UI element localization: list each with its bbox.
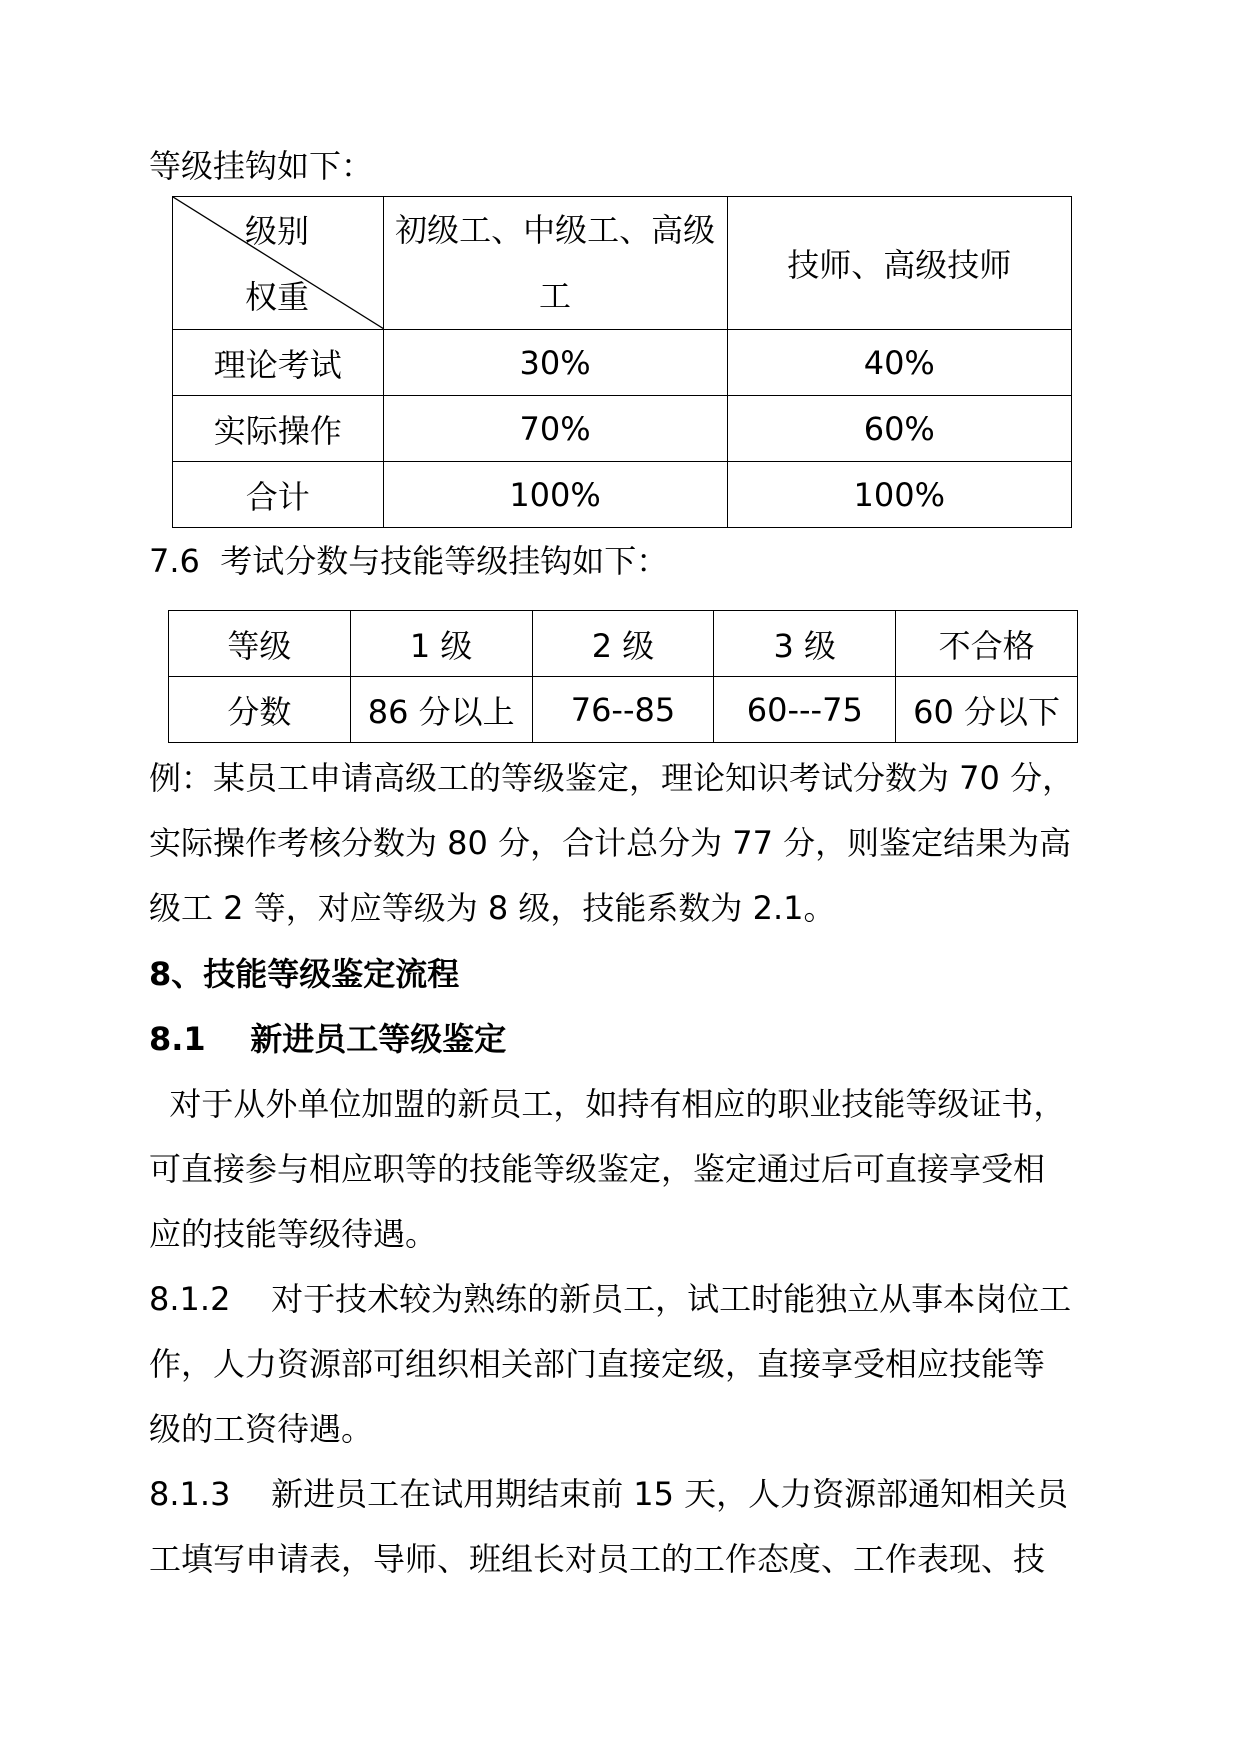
para-8-1-3-line: 工填写申请表，导师、班组长对员工的工作态度、工作表现、技 [149, 1540, 1046, 1578]
para-8-1-2-line: 级的工资待遇。 [149, 1410, 374, 1448]
score-cell: 60---75 [714, 677, 896, 743]
score-header-cell: 3 级 [714, 611, 896, 677]
row-value: 70% [383, 396, 727, 462]
row-label: 理论考试 [173, 330, 384, 396]
para-8-1-3-line: 8.1.3 新进员工在试用期结束前 15 天，人力资源部通知相关员 [149, 1475, 1069, 1513]
para-8-1-2-line: 8.1.2 对于技术较为熟练的新员工，试工时能独立从事本岗位工 [149, 1280, 1072, 1318]
diagonal-header-cell [173, 197, 384, 330]
score-table [168, 610, 1078, 743]
example-line: 级工 2 等，对应等级为 8 级，技能系数为 2.1。 [149, 889, 836, 927]
row-value: 60% [727, 396, 1071, 462]
row-value: 40% [727, 330, 1071, 396]
weight-table-row [173, 396, 1072, 462]
section-7-6: 7.6 考试分数与技能等级挂钩如下： [149, 542, 669, 580]
row-label: 实际操作 [173, 396, 384, 462]
row-value: 100% [727, 462, 1071, 528]
heading-8: 8、技能等级鉴定流程 [149, 955, 460, 993]
score-cell: 76--85 [532, 677, 714, 743]
example-line: 例：某员工申请高级工的等级鉴定，理论知识考试分数为 70 分， [149, 759, 1075, 797]
score-table-row [169, 677, 1078, 743]
score-header-cell: 1 级 [350, 611, 532, 677]
score-header-cell: 2 级 [532, 611, 714, 677]
para-8-1-line: 应的技能等级待遇。 [149, 1215, 438, 1253]
row-value: 30% [383, 330, 727, 396]
score-header-cell: 等级 [169, 611, 351, 677]
corner-bottom-label: 权重 [245, 278, 310, 316]
corner-top-label: 级别 [245, 212, 310, 250]
para-8-1-2-line: 作，人力资源部可组织相关部门直接定级，直接享受相应技能等 [149, 1345, 1046, 1383]
intro-line: 等级挂钩如下： [149, 147, 374, 185]
row-label: 合计 [173, 462, 384, 528]
weight-table [172, 196, 1072, 528]
weight-table-header-row [173, 197, 1072, 330]
row-value: 100% [383, 462, 727, 528]
score-cell: 分数 [169, 677, 351, 743]
weight-table-row [173, 462, 1072, 528]
col1-header-text: 初级工、中级工、高级工 [395, 211, 716, 315]
score-cell: 86 分以上 [350, 677, 532, 743]
heading-8-1: 8.1 新进员工等级鉴定 [149, 1020, 507, 1058]
score-cell: 60 分以下 [896, 677, 1078, 743]
col2-header: 技师、高级技师 [727, 197, 1071, 330]
weight-table-row [173, 330, 1072, 396]
col1-header [383, 197, 727, 330]
example-line: 实际操作考核分数为 80 分，合计总分为 77 分，则鉴定结果为高 [149, 824, 1072, 862]
score-table-header-row [169, 611, 1078, 677]
score-header-cell: 不合格 [896, 611, 1078, 677]
para-8-1-line: 对于从外单位加盟的新员工，如持有相应的职业技能等级证书， [149, 1085, 1066, 1123]
para-8-1-line: 可直接参与相应职等的技能等级鉴定，鉴定通过后可直接享受相 [149, 1150, 1046, 1188]
